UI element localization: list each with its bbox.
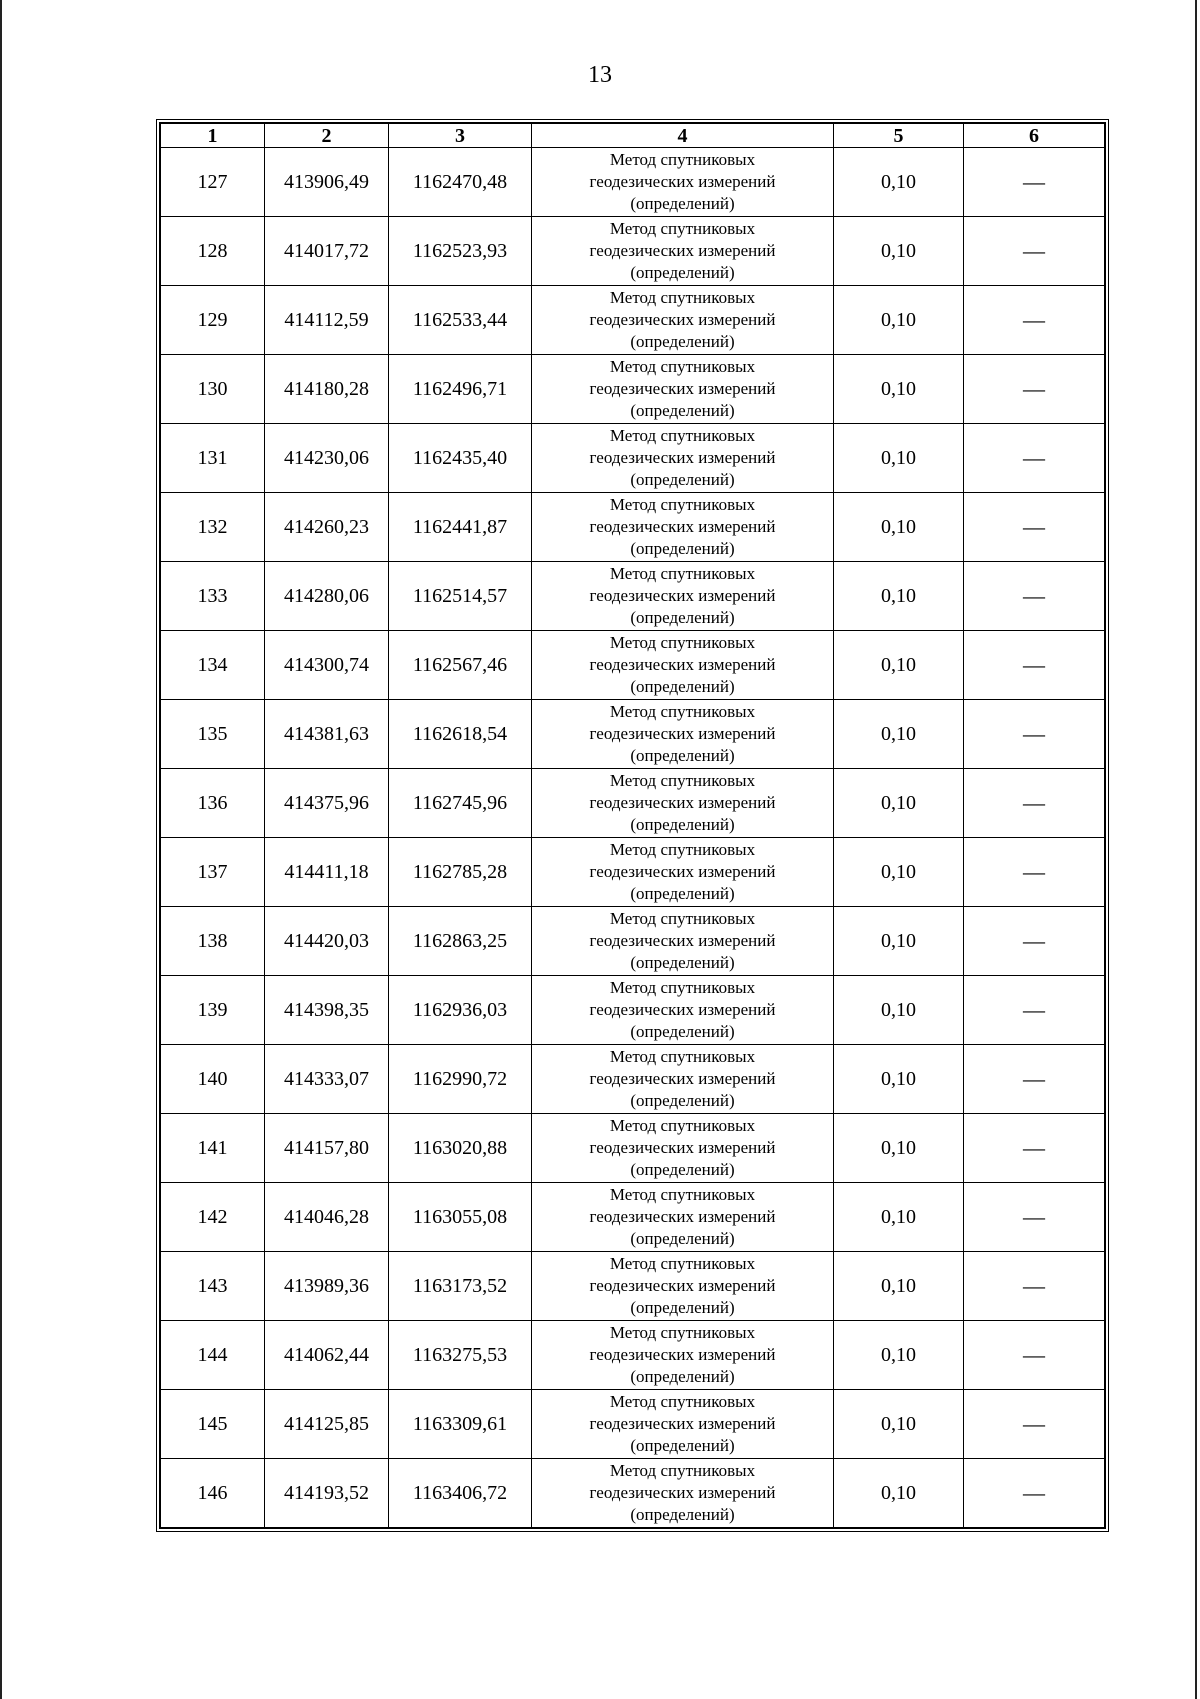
note-cell: — bbox=[964, 700, 1105, 769]
method-line: геодезических измерений bbox=[589, 1069, 776, 1088]
accuracy-cell: 0,10 bbox=[834, 1252, 964, 1321]
table-row bbox=[161, 355, 1105, 424]
coordinate-y-cell: 1162514,57 bbox=[389, 562, 532, 631]
coordinate-y-cell: 1162936,03 bbox=[389, 976, 532, 1045]
coordinate-y-cell: 1162435,40 bbox=[389, 424, 532, 493]
method-cell bbox=[532, 838, 834, 907]
column-header: 3 bbox=[389, 124, 532, 148]
note-cell: — bbox=[964, 148, 1105, 217]
accuracy-cell: 0,10 bbox=[834, 424, 964, 493]
accuracy-cell: 0,10 bbox=[834, 1045, 964, 1114]
coordinate-x-cell: 414180,28 bbox=[265, 355, 389, 424]
coordinate-y-cell: 1163055,08 bbox=[389, 1183, 532, 1252]
point-number-cell: 135 bbox=[161, 700, 265, 769]
accuracy-cell: 0,10 bbox=[834, 217, 964, 286]
note-cell: — bbox=[964, 562, 1105, 631]
method-line: геодезических измерений bbox=[589, 1276, 776, 1295]
method-cell bbox=[532, 355, 834, 424]
accuracy-cell: 0,10 bbox=[834, 493, 964, 562]
coordinate-x-cell: 414112,59 bbox=[265, 286, 389, 355]
coordinate-y-cell: 1163020,88 bbox=[389, 1114, 532, 1183]
note-cell: — bbox=[964, 355, 1105, 424]
method-line: Метод спутниковых bbox=[609, 909, 756, 928]
note-cell: — bbox=[964, 1114, 1105, 1183]
method-line: (определений) bbox=[630, 470, 735, 489]
method-line: Метод спутниковых bbox=[609, 219, 756, 238]
page-number: 13 bbox=[588, 62, 612, 88]
accuracy-cell: 0,10 bbox=[834, 286, 964, 355]
point-number-cell: 141 bbox=[161, 1114, 265, 1183]
coordinate-x-cell: 414062,44 bbox=[265, 1321, 389, 1390]
accuracy-cell: 0,10 bbox=[834, 1183, 964, 1252]
method-cell bbox=[532, 493, 834, 562]
method-line: Метод спутниковых bbox=[609, 426, 756, 445]
method-line: Метод спутниковых bbox=[609, 978, 756, 997]
coordinate-x-cell: 414125,85 bbox=[265, 1390, 389, 1459]
method-line: (определений) bbox=[630, 1367, 735, 1386]
method-line: геодезических измерений bbox=[589, 172, 776, 191]
method-line: (определений) bbox=[630, 1229, 735, 1248]
point-number-cell: 130 bbox=[161, 355, 265, 424]
table-row bbox=[161, 976, 1105, 1045]
point-number-cell: 129 bbox=[161, 286, 265, 355]
coordinate-x-cell: 414193,52 bbox=[265, 1459, 389, 1528]
method-line: (определений) bbox=[630, 1298, 735, 1317]
note-cell: — bbox=[964, 1045, 1105, 1114]
method-line: геодезических измерений bbox=[589, 931, 776, 950]
method-line: (определений) bbox=[630, 746, 735, 765]
coordinate-y-cell: 1162470,48 bbox=[389, 148, 532, 217]
coordinate-y-cell: 1162745,96 bbox=[389, 769, 532, 838]
accuracy-cell: 0,10 bbox=[834, 907, 964, 976]
method-line: геодезических измерений bbox=[589, 241, 776, 260]
accuracy-cell: 0,10 bbox=[834, 769, 964, 838]
point-number-cell: 146 bbox=[161, 1459, 265, 1528]
table-row bbox=[161, 1045, 1105, 1114]
coordinate-x-cell: 414300,74 bbox=[265, 631, 389, 700]
point-number-cell: 132 bbox=[161, 493, 265, 562]
method-line: (определений) bbox=[630, 1022, 735, 1041]
scan-edge-right bbox=[1195, 0, 1197, 1699]
method-line: (определений) bbox=[630, 1091, 735, 1110]
method-line: (определений) bbox=[630, 677, 735, 696]
method-line: геодезических измерений bbox=[589, 655, 776, 674]
coordinate-y-cell: 1162523,93 bbox=[389, 217, 532, 286]
coordinate-x-cell: 414280,06 bbox=[265, 562, 389, 631]
method-line: Метод спутниковых bbox=[609, 357, 756, 376]
method-line: геодезических измерений bbox=[589, 724, 776, 743]
coordinate-y-cell: 1162533,44 bbox=[389, 286, 532, 355]
method-cell bbox=[532, 976, 834, 1045]
note-cell: — bbox=[964, 1252, 1105, 1321]
note-cell: — bbox=[964, 286, 1105, 355]
coordinate-y-cell: 1162990,72 bbox=[389, 1045, 532, 1114]
column-header: 2 bbox=[265, 124, 389, 148]
method-cell bbox=[532, 286, 834, 355]
table-row bbox=[161, 424, 1105, 493]
table-row bbox=[161, 1183, 1105, 1252]
method-line: (определений) bbox=[630, 263, 735, 282]
method-cell bbox=[532, 562, 834, 631]
note-cell: — bbox=[964, 1321, 1105, 1390]
method-line: (определений) bbox=[630, 401, 735, 420]
point-number-cell: 140 bbox=[161, 1045, 265, 1114]
method-line: Метод спутниковых bbox=[609, 840, 756, 859]
method-line: Метод спутниковых bbox=[609, 1185, 756, 1204]
point-number-cell: 142 bbox=[161, 1183, 265, 1252]
coordinate-x-cell: 414046,28 bbox=[265, 1183, 389, 1252]
note-cell: — bbox=[964, 1459, 1105, 1528]
method-cell bbox=[532, 148, 834, 217]
point-number-cell: 139 bbox=[161, 976, 265, 1045]
method-cell bbox=[532, 907, 834, 976]
method-line: Метод спутниковых bbox=[609, 1254, 756, 1273]
coordinate-y-cell: 1162863,25 bbox=[389, 907, 532, 976]
table-row bbox=[161, 1390, 1105, 1459]
method-cell bbox=[532, 1390, 834, 1459]
method-line: геодезических измерений bbox=[589, 310, 776, 329]
table-row bbox=[161, 148, 1105, 217]
method-line: Метод спутниковых bbox=[609, 1047, 756, 1066]
accuracy-cell: 0,10 bbox=[834, 355, 964, 424]
method-line: (определений) bbox=[630, 539, 735, 558]
method-cell bbox=[532, 424, 834, 493]
coordinate-x-cell: 414017,72 bbox=[265, 217, 389, 286]
method-line: (определений) bbox=[630, 1436, 735, 1455]
accuracy-cell: 0,10 bbox=[834, 838, 964, 907]
coordinate-y-cell: 1162567,46 bbox=[389, 631, 532, 700]
method-line: Метод спутниковых bbox=[609, 771, 756, 790]
table-row bbox=[161, 907, 1105, 976]
coordinate-x-cell: 414375,96 bbox=[265, 769, 389, 838]
method-line: Метод спутниковых bbox=[609, 1461, 756, 1480]
method-line: (определений) bbox=[630, 332, 735, 351]
accuracy-cell: 0,10 bbox=[834, 1390, 964, 1459]
accuracy-cell: 0,10 bbox=[834, 1114, 964, 1183]
method-line: геодезических измерений bbox=[589, 1207, 776, 1226]
method-line: геодезических измерений bbox=[589, 1414, 776, 1433]
method-cell bbox=[532, 1252, 834, 1321]
note-cell: — bbox=[964, 769, 1105, 838]
accuracy-cell: 0,10 bbox=[834, 562, 964, 631]
method-line: Метод спутниковых bbox=[609, 1392, 756, 1411]
point-number-cell: 143 bbox=[161, 1252, 265, 1321]
method-line: Метод спутниковых bbox=[609, 288, 756, 307]
method-line: геодезических измерений bbox=[589, 1483, 776, 1502]
coordinate-x-cell: 414230,06 bbox=[265, 424, 389, 493]
method-cell bbox=[532, 1321, 834, 1390]
method-line: (определений) bbox=[630, 884, 735, 903]
method-line: геодезических измерений bbox=[589, 862, 776, 881]
table-row bbox=[161, 1459, 1105, 1528]
method-line: (определений) bbox=[630, 194, 735, 213]
table-row bbox=[161, 1114, 1105, 1183]
coordinate-y-cell: 1162785,28 bbox=[389, 838, 532, 907]
method-line: геодезических измерений bbox=[589, 1000, 776, 1019]
table-row bbox=[161, 769, 1105, 838]
point-number-cell: 131 bbox=[161, 424, 265, 493]
note-cell: — bbox=[964, 838, 1105, 907]
note-cell: — bbox=[964, 907, 1105, 976]
method-cell bbox=[532, 1045, 834, 1114]
coordinate-y-cell: 1163309,61 bbox=[389, 1390, 532, 1459]
coordinate-y-cell: 1162618,54 bbox=[389, 700, 532, 769]
method-line: Метод спутниковых bbox=[609, 495, 756, 514]
coordinate-x-cell: 414157,80 bbox=[265, 1114, 389, 1183]
column-header: 4 bbox=[532, 124, 834, 148]
method-line: геодезических измерений bbox=[589, 586, 776, 605]
method-cell bbox=[532, 769, 834, 838]
method-cell bbox=[532, 631, 834, 700]
coordinate-x-cell: 413989,36 bbox=[265, 1252, 389, 1321]
method-cell bbox=[532, 1183, 834, 1252]
point-number-cell: 137 bbox=[161, 838, 265, 907]
method-line: Метод спутниковых bbox=[609, 702, 756, 721]
coordinate-x-cell: 413906,49 bbox=[265, 148, 389, 217]
coordinate-y-cell: 1162496,71 bbox=[389, 355, 532, 424]
table-row bbox=[161, 700, 1105, 769]
method-line: (определений) bbox=[630, 608, 735, 627]
table-header-row bbox=[161, 124, 1105, 148]
method-line: (определений) bbox=[630, 815, 735, 834]
accuracy-cell: 0,10 bbox=[834, 700, 964, 769]
note-cell: — bbox=[964, 493, 1105, 562]
method-line: Метод спутниковых bbox=[609, 633, 756, 652]
point-number-cell: 136 bbox=[161, 769, 265, 838]
method-line: геодезических измерений bbox=[589, 379, 776, 398]
method-line: (определений) bbox=[630, 953, 735, 972]
method-line: геодезических измерений bbox=[589, 1345, 776, 1364]
method-cell bbox=[532, 1114, 834, 1183]
coordinate-x-cell: 414420,03 bbox=[265, 907, 389, 976]
accuracy-cell: 0,10 bbox=[834, 148, 964, 217]
coordinate-y-cell: 1163275,53 bbox=[389, 1321, 532, 1390]
table-body bbox=[161, 148, 1105, 1528]
table-row bbox=[161, 217, 1105, 286]
method-line: Метод спутниковых bbox=[609, 150, 756, 169]
table-row bbox=[161, 286, 1105, 355]
coordinate-x-cell: 414333,07 bbox=[265, 1045, 389, 1114]
note-cell: — bbox=[964, 976, 1105, 1045]
table-row bbox=[161, 1321, 1105, 1390]
accuracy-cell: 0,10 bbox=[834, 976, 964, 1045]
point-number-cell: 128 bbox=[161, 217, 265, 286]
note-cell: — bbox=[964, 631, 1105, 700]
method-cell bbox=[532, 1459, 834, 1528]
method-line: (определений) bbox=[630, 1505, 735, 1524]
table-row bbox=[161, 631, 1105, 700]
method-cell bbox=[532, 700, 834, 769]
table-row bbox=[161, 838, 1105, 907]
method-line: геодезических измерений bbox=[589, 793, 776, 812]
coordinate-y-cell: 1163173,52 bbox=[389, 1252, 532, 1321]
coordinates-table bbox=[160, 123, 1105, 1528]
accuracy-cell: 0,10 bbox=[834, 1459, 964, 1528]
point-number-cell: 133 bbox=[161, 562, 265, 631]
coordinate-y-cell: 1163406,72 bbox=[389, 1459, 532, 1528]
point-number-cell: 144 bbox=[161, 1321, 265, 1390]
point-number-cell: 127 bbox=[161, 148, 265, 217]
scan-edge-left bbox=[0, 0, 2, 1699]
accuracy-cell: 0,10 bbox=[834, 631, 964, 700]
coordinate-x-cell: 414260,23 bbox=[265, 493, 389, 562]
note-cell: — bbox=[964, 1183, 1105, 1252]
method-line: Метод спутниковых bbox=[609, 564, 756, 583]
method-line: (определений) bbox=[630, 1160, 735, 1179]
point-number-cell: 145 bbox=[161, 1390, 265, 1459]
table-row bbox=[161, 493, 1105, 562]
coordinate-x-cell: 414381,63 bbox=[265, 700, 389, 769]
note-cell: — bbox=[964, 217, 1105, 286]
note-cell: — bbox=[964, 1390, 1105, 1459]
method-line: Метод спутниковых bbox=[609, 1116, 756, 1135]
table-row bbox=[161, 562, 1105, 631]
method-line: геодезических измерений bbox=[589, 517, 776, 536]
point-number-cell: 134 bbox=[161, 631, 265, 700]
column-header: 5 bbox=[834, 124, 964, 148]
coordinate-x-cell: 414398,35 bbox=[265, 976, 389, 1045]
column-header: 1 bbox=[161, 124, 265, 148]
method-cell bbox=[532, 217, 834, 286]
method-line: Метод спутниковых bbox=[609, 1323, 756, 1342]
coordinates-table-frame bbox=[156, 119, 1109, 1532]
point-number-cell: 138 bbox=[161, 907, 265, 976]
coordinate-x-cell: 414411,18 bbox=[265, 838, 389, 907]
table-row bbox=[161, 1252, 1105, 1321]
accuracy-cell: 0,10 bbox=[834, 1321, 964, 1390]
note-cell: — bbox=[964, 424, 1105, 493]
column-header: 6 bbox=[964, 124, 1105, 148]
method-line: геодезических измерений bbox=[589, 448, 776, 467]
coordinate-y-cell: 1162441,87 bbox=[389, 493, 532, 562]
method-line: геодезических измерений bbox=[589, 1138, 776, 1157]
